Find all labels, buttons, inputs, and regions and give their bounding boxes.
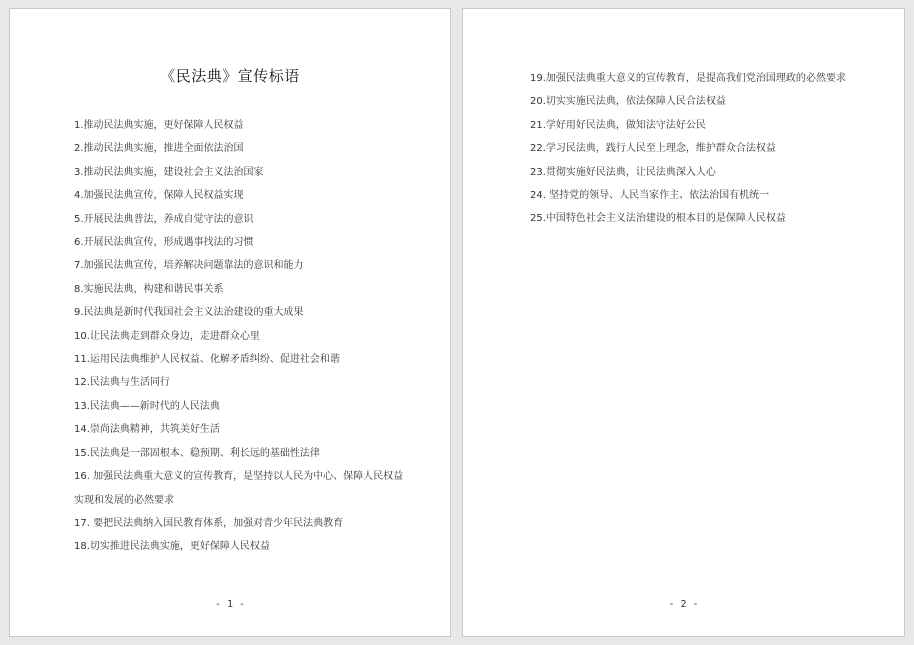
slogan-item: 7.加强民法典宣传，培养解决问题靠法的意识和能力	[74, 260, 304, 272]
slogan-item: 17. 要把民法典纳入国民教育体系，加强对青少年民法典教育	[74, 517, 344, 529]
document-page-1	[9, 8, 451, 637]
slogan-item: 12.民法典与生活同行	[74, 377, 170, 389]
slogan-item: 23.贯彻实施好民法典，让民法典深入人心	[530, 166, 716, 178]
slogan-item: 16. 加强民法典重大意义的宣传教育，是坚持以人民为中心、保障人民权益实现和发展的必然要求	[74, 471, 404, 506]
slogan-item: 1.推动民法典实施，更好保障人民权益	[74, 120, 244, 131]
slogan-item: 5.开展民法典普法，养成自觉守法的意识	[74, 213, 254, 225]
slogan-item: 25.中国特色社会主义法治建设的根本目的是保障人民权益	[530, 213, 786, 225]
slogan-item: 18.切实推进民法典实施，更好保障人民权益	[74, 541, 270, 553]
slogan-item: 19.加强民法典重大意义的宣传教育，是提高我们党治国理政的必然要求	[530, 73, 846, 84]
slogan-item: 3.推动民法典实施，建设社会主义法治国家	[74, 166, 264, 178]
page-number: - 2 -	[668, 599, 699, 610]
slogan-item: 15.民法典是一部固根本、稳预期、利长远的基础性法律	[74, 447, 320, 459]
slogan-item: 24. 坚持党的领导、人民当家作主、依法治国有机统一	[530, 190, 770, 202]
slogan-item: 4.加强民法典宣传，保障人民权益实现	[74, 190, 244, 202]
slogan-item: 13.民法典——新时代的人民法典	[74, 400, 220, 412]
slogan-item: 8.实施民法典，构建和谐民事关系	[74, 283, 224, 295]
slogan-list	[74, 114, 404, 559]
document-title: 《民法典》宣传标语	[160, 67, 300, 85]
slogan-item: 21.学好用好民法典，做知法守法好公民	[530, 119, 706, 131]
slogan-item: 20.切实实施民法典，依法保障人民合法权益	[530, 96, 726, 108]
page-number: - 1 -	[214, 599, 246, 610]
slogan-item: 2.推动民法典实施，推进全面依法治国	[74, 143, 244, 155]
slogan-item: 9.民法典是新时代我国社会主义法治建设的重大成果	[74, 307, 304, 319]
slogan-item: 6.开展民法典宣传，形成遇事找法的习惯	[74, 237, 254, 249]
slogan-item: 10.让民法典走到群众身边，走进群众心里	[74, 330, 260, 342]
slogan-item: 14.崇尚法典精神，共筑美好生活	[74, 424, 220, 436]
slogan-item: 11.运用民法典维护人民权益、化解矛盾纠纷、促进社会和谐	[74, 354, 340, 366]
slogan-list	[530, 67, 850, 231]
slogan-item: 22.学习民法典，践行人民至上理念，维护群众合法权益	[530, 143, 776, 155]
document-page-2	[462, 8, 905, 637]
